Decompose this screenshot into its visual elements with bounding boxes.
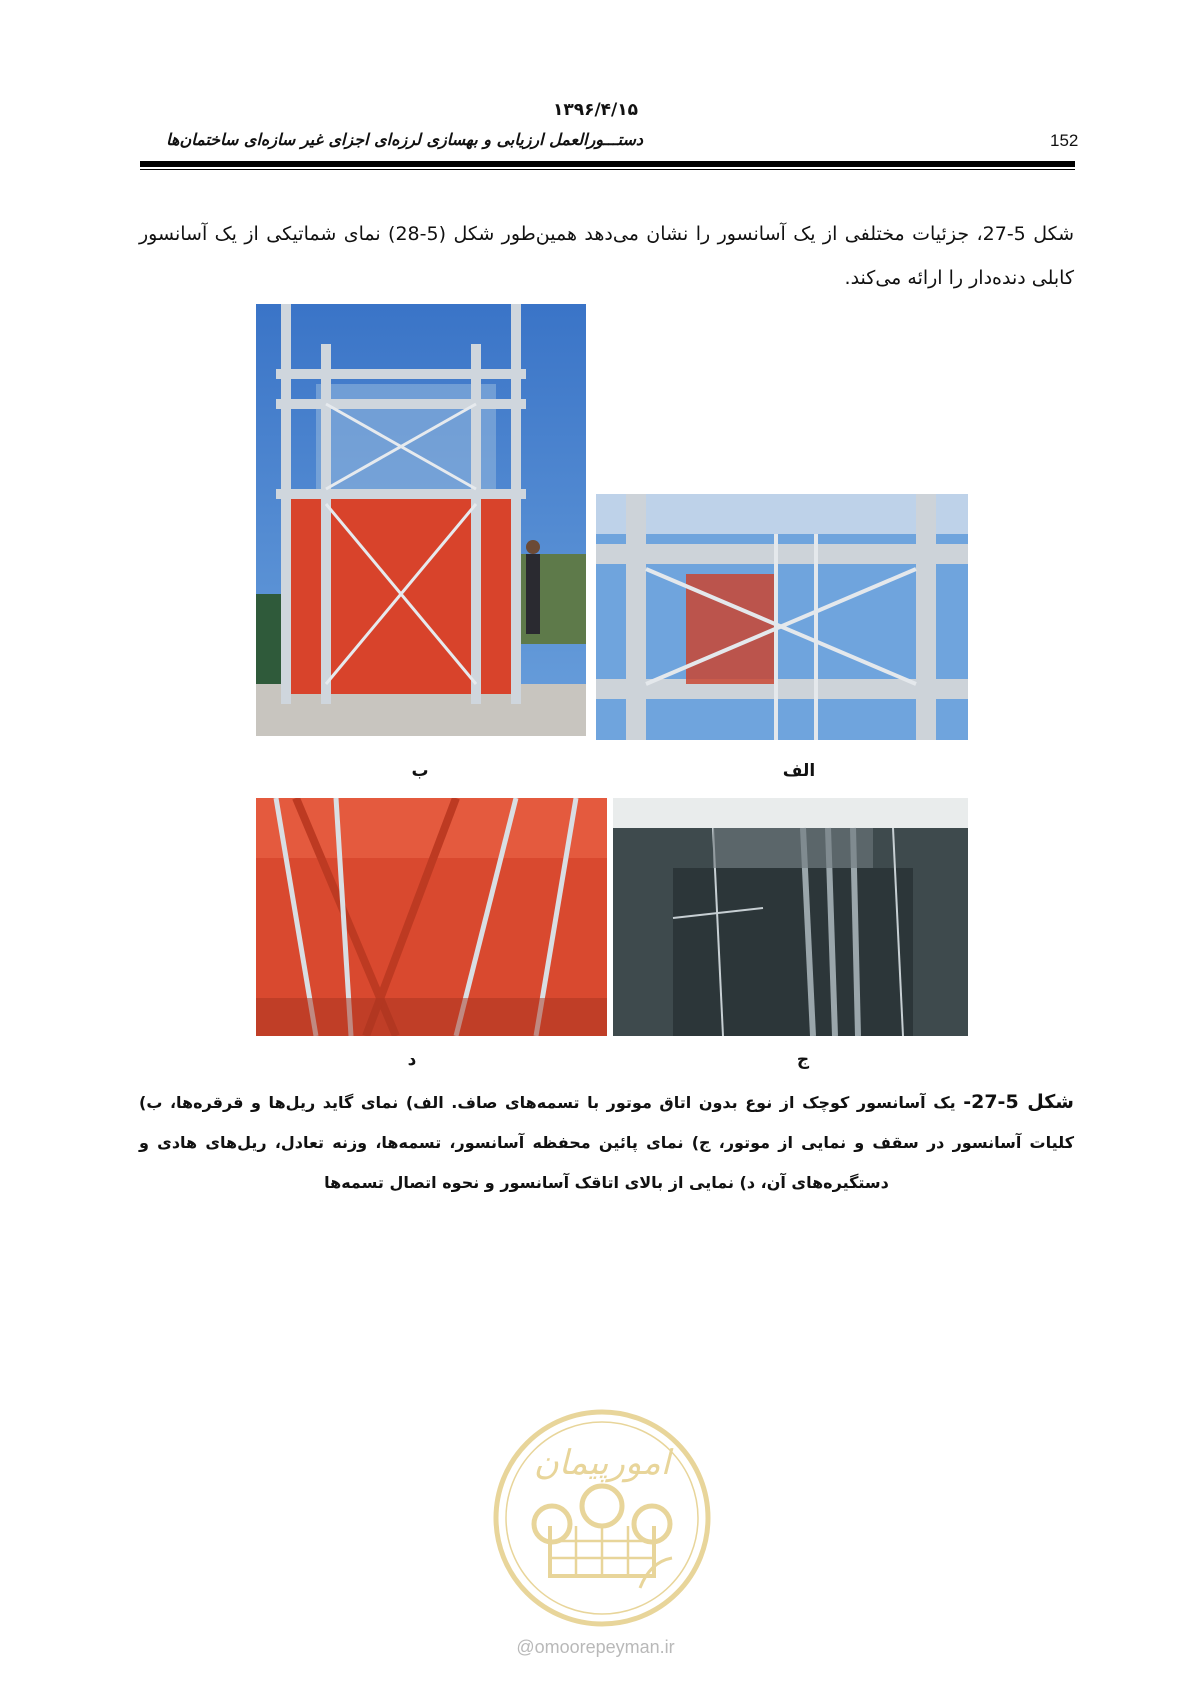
caption-text: یک آسانسور کوچک از نوع بدون اتاق موتور با تسمه‌های صاف. الف) نمای گاید ریل‌ها و قرقره‌ها، ب) کلیات آسانسور در سقف و نمایی از موتور، ج) نمای پائین محفظه آسانسور، تسمه‌ها، وزنه تعادل، ریل‌های هادی و دستگیره‌های آن، د) نمایی از بالای اتاقک آسانسور و نحوه اتصال تسمه‌ها — [139, 1093, 1074, 1192]
caption-lead: شکل 5-27- — [963, 1091, 1074, 1113]
running-title: دستـــورالعمل ارزیابی و بهسازی لرزه‌ای اجزای غیر سازه‌ای ساختمان‌ها — [166, 130, 643, 149]
label-dal: د — [407, 1050, 417, 1070]
body-paragraph: شکل 5-27، جزئیات مختلفی از یک آسانسور را نشان می‌دهد همین‌طور شکل (5-28) نمای شماتیکی از یک آسانسور کابلی دنده‌دار را ارائه می‌کند. — [139, 223, 1074, 289]
figure-caption — [139, 1082, 1074, 1203]
header-rule-thin — [140, 169, 1075, 170]
photo-shaft-bottom — [613, 798, 968, 1036]
page-number: 152 — [1050, 131, 1079, 150]
photo-elevator-overview — [256, 304, 586, 736]
photo-guide-rails — [596, 494, 968, 740]
label-be: ب — [411, 761, 429, 781]
header-rule — [140, 161, 1075, 167]
label-jim: ج — [796, 1050, 810, 1070]
photo-car-top — [256, 798, 607, 1036]
logo-text: امورپیمان — [533, 1443, 671, 1483]
watermark-logo — [490, 1406, 714, 1630]
label-alef: الف — [782, 761, 816, 781]
header-date: ۱۳۹۶/۴/۱۵ — [552, 100, 639, 120]
watermark-url: @omoorepeyman.ir — [516, 1637, 675, 1657]
